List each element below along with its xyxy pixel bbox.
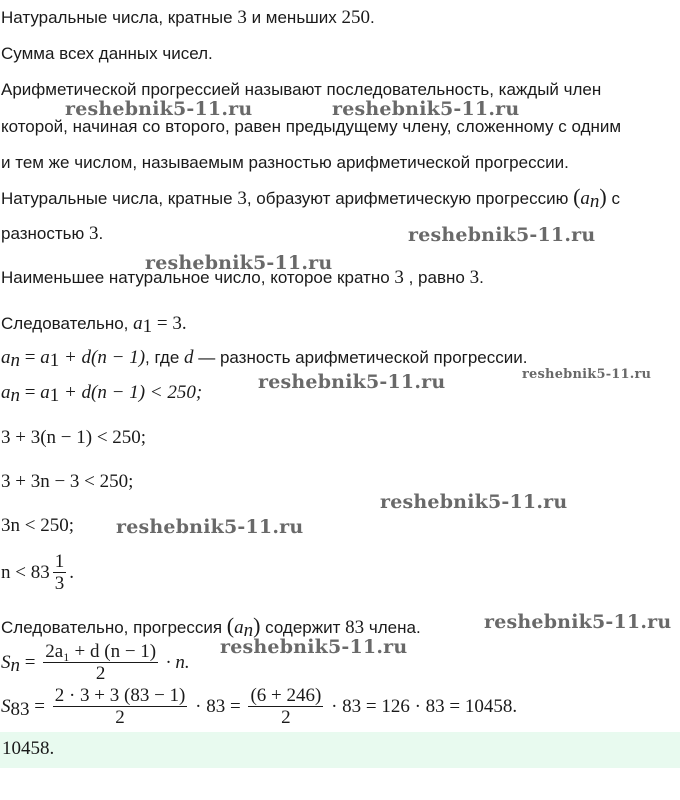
paren: ( bbox=[226, 613, 235, 638]
fraction bbox=[53, 686, 188, 729]
denominator: 3 bbox=[54, 573, 65, 594]
text: и меньших bbox=[246, 8, 342, 27]
numerator: (6 + 246) bbox=[250, 685, 322, 706]
numerator: 2a₁ + d (n − 1) bbox=[45, 641, 157, 662]
text: Следовательно, bbox=[1, 314, 134, 333]
var: a bbox=[234, 617, 244, 638]
formula: = 3. bbox=[152, 313, 187, 334]
text: , где bbox=[145, 348, 184, 367]
formula: + d(n − 1) < 250; bbox=[59, 382, 203, 403]
text: с bbox=[606, 189, 620, 208]
text: Натуральные числа, кратные bbox=[1, 8, 238, 27]
subscript: n bbox=[10, 350, 20, 371]
var: d bbox=[184, 347, 194, 368]
var: a bbox=[1, 382, 11, 403]
answer-box bbox=[0, 732, 680, 768]
subscript: n bbox=[589, 191, 600, 212]
number: 83 bbox=[345, 617, 365, 638]
numerator: 1 bbox=[54, 551, 65, 572]
number: 3 bbox=[469, 267, 480, 288]
formula: = bbox=[20, 651, 41, 673]
denominator: 2 bbox=[95, 663, 106, 684]
solution-line-difference bbox=[1, 222, 103, 246]
text: Натуральные числа, кратные bbox=[1, 189, 238, 208]
subscript: 1 bbox=[49, 350, 60, 371]
subscript: n bbox=[243, 620, 254, 641]
fraction bbox=[43, 642, 158, 685]
watermark: reshebnik5-11.ru bbox=[332, 98, 520, 120]
solution-line-a1 bbox=[1, 312, 187, 339]
var: a bbox=[40, 347, 50, 368]
denominator: 2 bbox=[281, 707, 291, 728]
watermark: reshebnik5-11.ru bbox=[380, 491, 568, 513]
solution-line-step-1: 3 + 3(n − 1) < 250; bbox=[1, 427, 147, 448]
var: a bbox=[133, 313, 143, 334]
condition-line-2: Сумма всех данных чисел. bbox=[1, 44, 213, 63]
definition-line-1: Арифметической прогрессией называют последовательность, каждый член bbox=[1, 80, 602, 99]
solution-line-formula bbox=[1, 346, 527, 373]
sum-calculation bbox=[1, 686, 517, 729]
watermark: reshebnik5-11.ru bbox=[116, 516, 304, 538]
subscript: 1 bbox=[49, 385, 60, 406]
text: . bbox=[479, 268, 484, 287]
formula: + d(n − 1) bbox=[59, 347, 146, 368]
sum-formula bbox=[1, 642, 190, 685]
var: a bbox=[40, 382, 50, 403]
watermark: reshebnik5-11.ru bbox=[484, 611, 672, 633]
var: S bbox=[1, 695, 11, 717]
text: Наименьшее натуральное число, которое кратно bbox=[1, 268, 395, 287]
solution-line-step-2: 3 + 3n − 3 < 250; bbox=[1, 471, 134, 492]
text: — разность арифметической прогрессии. bbox=[193, 348, 528, 367]
var: a bbox=[1, 347, 11, 368]
paren: ) bbox=[599, 184, 607, 209]
var: a bbox=[580, 188, 590, 209]
number: 3 bbox=[394, 267, 404, 288]
formula: = bbox=[20, 347, 41, 368]
watermark: reshebnik5-11.ru bbox=[522, 367, 652, 382]
text: Следовательно, прогрессия bbox=[1, 618, 227, 637]
definition-line-2: которой, начиная со второго, равен предыдущему члену, сложенному с одним bbox=[1, 117, 622, 136]
solution-line-progression bbox=[1, 185, 620, 214]
formula: · 83 = 126 · 83 = 10458. bbox=[326, 695, 518, 717]
numerator: 2 · 3 + 3 (83 − 1) bbox=[54, 685, 186, 706]
paren: ) bbox=[253, 613, 261, 638]
text: , равно bbox=[403, 268, 470, 287]
text: разностью bbox=[1, 224, 89, 243]
answer-text: 10458. bbox=[2, 738, 55, 759]
formula: n < 83 bbox=[1, 561, 50, 583]
text: . bbox=[370, 8, 375, 27]
subscript: n bbox=[10, 385, 20, 406]
formula: · 83 = bbox=[190, 695, 246, 717]
formula: = bbox=[29, 695, 50, 717]
solution-line-inequality bbox=[1, 381, 202, 408]
number: 3 bbox=[237, 7, 247, 28]
subscript: n bbox=[10, 654, 20, 676]
number: 3 bbox=[237, 188, 247, 209]
formula: · n. bbox=[161, 651, 190, 673]
fraction bbox=[248, 686, 323, 729]
text: члена. bbox=[364, 618, 421, 637]
var: S bbox=[1, 651, 11, 673]
subscript: 83 bbox=[10, 698, 30, 720]
number: 3 bbox=[88, 223, 99, 244]
solution-line-step-4 bbox=[1, 552, 74, 595]
watermark: reshebnik5-11.ru bbox=[65, 98, 253, 120]
denominator: 2 bbox=[115, 707, 125, 728]
text: . bbox=[98, 224, 104, 243]
text: . bbox=[69, 561, 74, 583]
condition-line-1 bbox=[1, 6, 375, 30]
text: , образуют арифметическую прогрессию bbox=[246, 189, 574, 208]
watermark: reshebnik5-11.ru bbox=[258, 371, 446, 393]
watermark: reshebnik5-11.ru bbox=[145, 252, 333, 274]
definition-line-3: и тем же числом, называемым разностью арифметической прогрессии. bbox=[1, 153, 569, 172]
subscript: 1 bbox=[142, 316, 153, 337]
watermark: reshebnik5-11.ru bbox=[220, 636, 408, 658]
formula: = bbox=[20, 382, 41, 403]
number: 250 bbox=[341, 7, 371, 28]
solution-line-step-3: 3n < 250; bbox=[1, 515, 74, 536]
watermark: reshebnik5-11.ru bbox=[408, 224, 596, 246]
paren: ( bbox=[573, 184, 581, 209]
fraction bbox=[53, 552, 67, 595]
text: содержит bbox=[260, 618, 346, 637]
